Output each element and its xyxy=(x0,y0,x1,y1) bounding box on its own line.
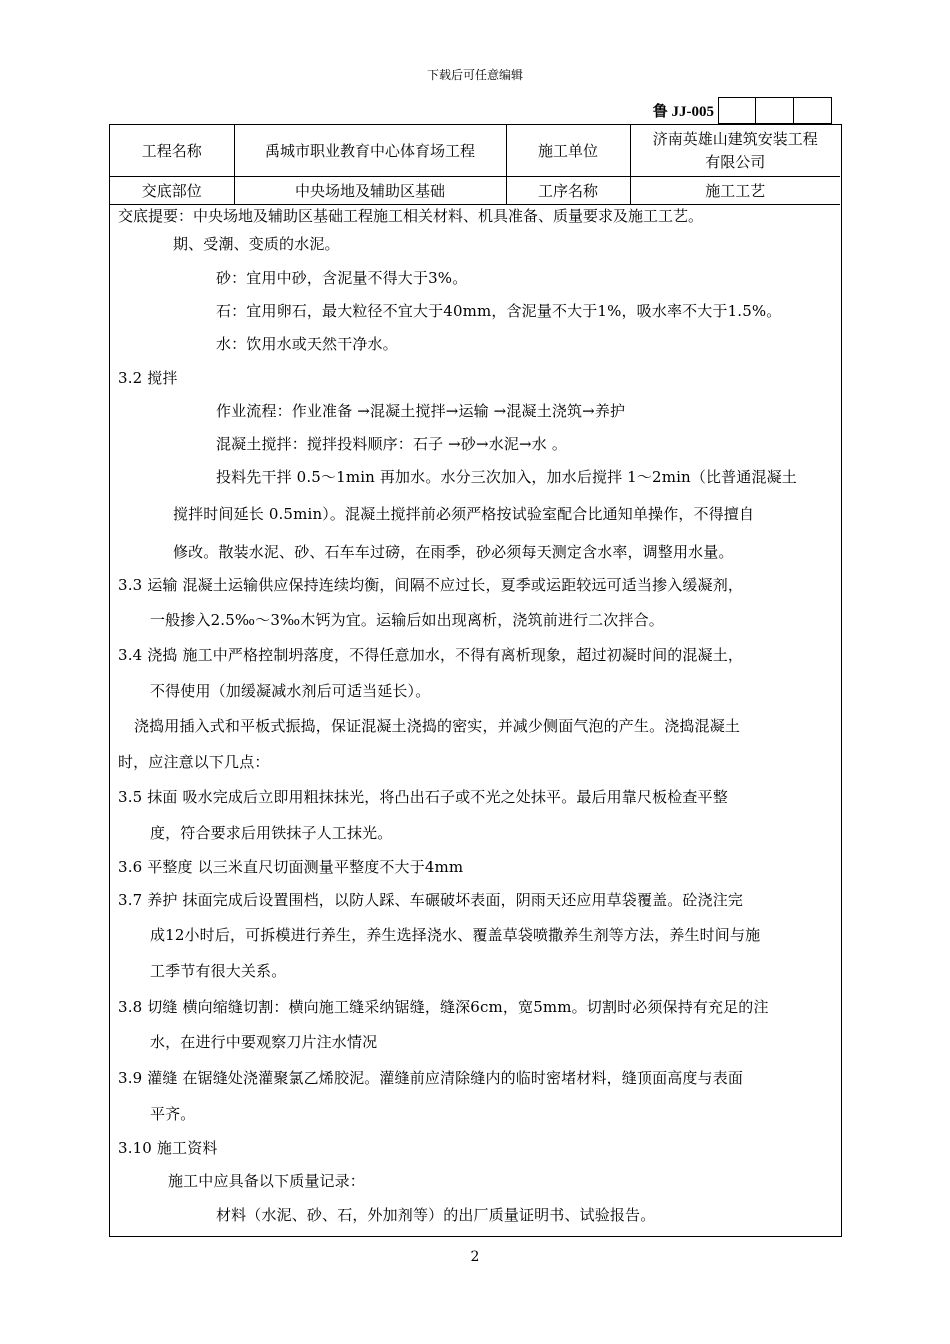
body-line: 砂：宜用中砂，含泥量不得大于3%。 xyxy=(216,269,468,287)
form-code-row xyxy=(610,97,842,124)
body-line: 3.8 切缝 横向缩缝切割：横向施工缝采纳锯缝，缝深6cm，宽5mm。切割时必须保持有充足的注 xyxy=(118,998,769,1016)
body-line: 度，符合要求后用铁抹子人工抹光。 xyxy=(150,824,393,842)
body-line: 3.6 平整度 以三米直尺切面测量平整度不大于4mm xyxy=(118,858,464,876)
body-line: 搅拌时间延长 0.5min）。混凝土搅拌前必须严格按试验室配合比通知单操作，不得擅自 xyxy=(173,505,755,523)
body-line: 期、受潮、变质的水泥。 xyxy=(173,235,340,253)
body-line: 3.7 养护 抹面完成后设置围档，以防人踩、车碾破坏表面，阴雨天还应用草袋覆盖。砼浇注完 xyxy=(118,891,743,909)
contractor-line-1: 济南英雄山建筑安装工程 xyxy=(652,129,818,148)
header-note: 下载后可任意编辑 xyxy=(426,68,523,82)
body-line: 平齐。 xyxy=(150,1105,196,1123)
body-line: 作业流程：作业准备 →混凝土搅拌→运输 →混凝土浇筑→养护 xyxy=(216,402,626,420)
body-line: 3.10 施工资料 xyxy=(118,1139,218,1157)
body-line: 投料先干拌 0.5～1min 再加水。水分三次加入，加水后搅拌 1～2min（比普通混凝土 xyxy=(216,468,797,486)
body-line: 一般掺入2.5‰～3‰木钙为宜。运输后如出现离析，浇筑前进行二次拌合。 xyxy=(150,611,664,629)
contractor xyxy=(630,125,840,177)
body-line: 混凝土搅拌：搅拌投料顺序：石子 →砂→水泥→水 。 xyxy=(216,435,567,453)
body-line: 3.2 搅拌 xyxy=(118,369,178,387)
body-line: 浇捣用插入式和平板式振捣，保证混凝土浇捣的密实，并减少侧面气泡的产生。浇捣混凝土 xyxy=(134,717,741,735)
contractor-label: 施工单位 xyxy=(506,125,630,177)
header-table xyxy=(110,125,840,205)
code-box xyxy=(756,97,794,124)
body-line: 材料（水泥、砂、石，外加剂等）的出厂质量证明书、试验报告。 xyxy=(216,1206,656,1224)
body-line: 修改。散装水泥、砂、石车车过磅，在雨季，砂必须每天测定含水率，调整用水量。 xyxy=(173,543,734,561)
page-number: 2 xyxy=(470,1249,480,1265)
body-line: 3.9 灌缝 在锯缝处浇灌聚氯乙烯胶泥。灌缝前应清除缝内的临时密堵材料，缝顶面高度与表面 xyxy=(118,1069,743,1087)
form-code: 鲁 JJ-005 xyxy=(652,104,714,120)
body-line: 3.4 浇捣 施工中严格控制坍落度，不得任意加水，不得有离析现象，超过初凝时间的混凝土， xyxy=(118,646,743,664)
section-label: 交底部位 xyxy=(110,177,234,205)
body-line: 工季节有很大关系。 xyxy=(150,962,287,980)
body-line: 时，应注意以下几点： xyxy=(118,753,270,771)
section: 中央场地及辅助区基础 xyxy=(234,177,506,205)
body-line: 水：饮用水或天然干净水。 xyxy=(216,335,398,353)
project-name-label: 工程名称 xyxy=(110,125,234,177)
process-label: 工序名称 xyxy=(506,177,630,205)
code-box xyxy=(718,97,756,124)
project-name: 禹城市职业教育中心体育场工程 xyxy=(234,125,506,177)
body-line: 石：宜用卵石，最大粒径不宜大于40mm，含泥量不大于1%，吸水率不大于1.5%。 xyxy=(216,302,782,320)
body-line: 成12小时后，可拆模进行养生，养生选择浇水、覆盖草袋喷撒养生剂等方法，养生时间与施 xyxy=(150,926,761,944)
body-line: 3.3 运输 混凝土运输供应保持连续均衡，间隔不应过长，夏季或运距较远可适当掺入缓凝剂， xyxy=(118,576,743,594)
contractor-line-2: 有限公司 xyxy=(705,152,766,171)
body-line: 3.5 抹面 吸水完成后立即用粗抹抹光，将凸出石子或不光之处抹平。最后用靠尺板检查平整 xyxy=(118,788,728,806)
document-frame xyxy=(109,124,842,1237)
code-box xyxy=(794,97,832,124)
body-line: 水，在进行中要观察刀片注水情况 xyxy=(150,1033,378,1051)
body-line: 不得使用（加缓凝减水剂后可适当延长）。 xyxy=(150,682,431,700)
process: 施工工艺 xyxy=(630,177,840,205)
body-line: 施工中应具备以下质量记录： xyxy=(168,1172,365,1190)
summary: 交底提要：中央场地及辅助区基础工程施工相关材料、机具准备、质量要求及施工工艺。 xyxy=(118,207,704,225)
